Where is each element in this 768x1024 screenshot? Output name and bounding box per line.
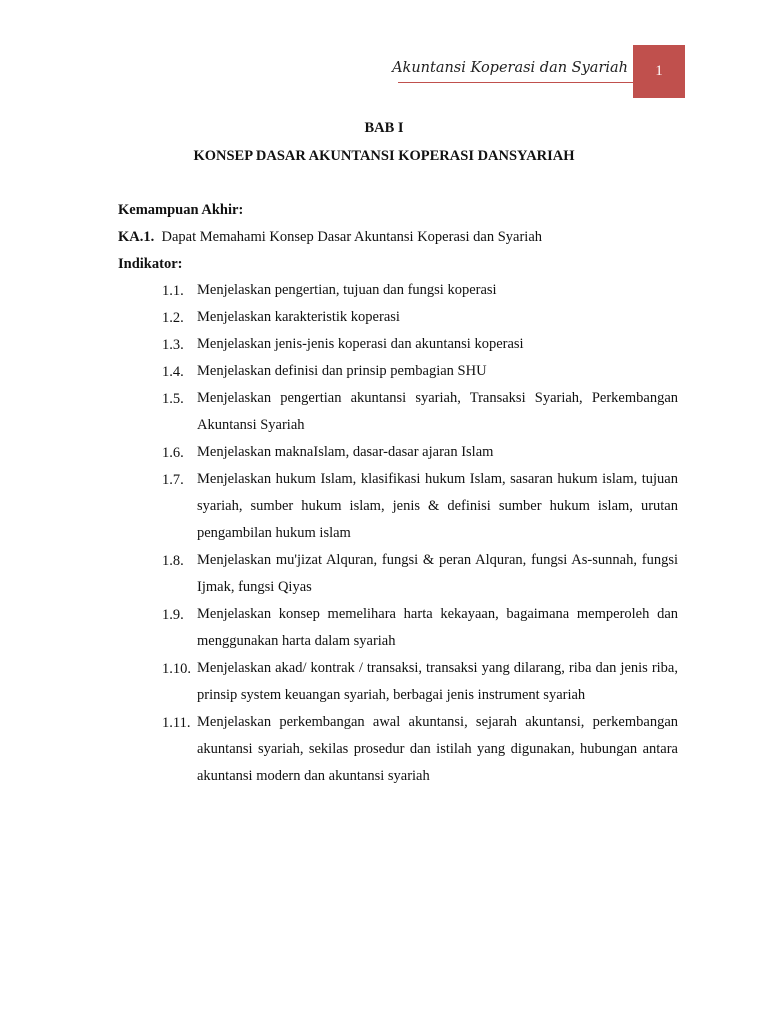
item-number: 1.8.	[162, 553, 184, 569]
chapter-label: BAB I	[364, 120, 404, 136]
header-rule	[398, 82, 634, 83]
running-header-title: Akuntansi Koperasi dan Syariah	[392, 60, 628, 76]
item-text: Menjelaskan konsep memelihara harta kekayaan, bagaimana memperoleh dan menggunakan harta dalam syariah	[197, 606, 678, 649]
item-text: Menjelaskan mu'jizat Alquran, fungsi & peran Alquran, fungsi As-sunnah, fungsi Ijmak, fungsi Qiyas	[197, 552, 678, 595]
item-text: Menjelaskan pengertian, tujuan dan fungsi koperasi	[197, 282, 497, 298]
item-text: Menjelaskan perkembangan awal akuntansi, sejarah akuntansi, perkembangan akuntansi syariah, sekilas prosedur dan istilah yang digunakan, hubungan antara akuntansi modern dan akuntansi syariah	[197, 714, 678, 784]
item-number: 1.9.	[162, 607, 184, 623]
item-number: 1.2.	[162, 310, 184, 326]
item-number: 1.4.	[162, 364, 184, 380]
item-text: Menjelaskan pengertian akuntansi syariah, Transaksi Syariah, Perkembangan Akuntansi Syariah	[197, 390, 678, 433]
item-number: 1.6.	[162, 445, 184, 461]
ability-heading: Kemampuan Akhir:	[118, 202, 244, 218]
indicator-heading: Indikator:	[118, 256, 183, 272]
item-text: Menjelaskan akad/ kontrak / transaksi, transaksi yang dilarang, riba dan jenis riba, prinsip system keuangan syariah, berbagai jenis instrument syariah	[197, 660, 678, 703]
item-text: Menjelaskan definisi dan prinsip pembagian SHU	[197, 363, 487, 379]
ability-text: Dapat Memahami Konsep Dasar Akuntansi Koperasi dan Syariah	[161, 229, 543, 245]
ability-code: KA.1.	[118, 229, 155, 245]
item-number: 1.11.	[162, 715, 191, 731]
item-text: Menjelaskan maknaIslam, dasar-dasar ajaran Islam	[197, 444, 494, 460]
item-number: 1.7.	[162, 472, 184, 488]
item-number: 1.5.	[162, 391, 184, 407]
item-number: 1.10.	[162, 661, 191, 677]
ability-line	[118, 229, 542, 246]
item-text: Menjelaskan hukum Islam, klasifikasi hukum Islam, sasaran hukum islam, tujuan syariah, sumber hukum islam, jenis & definisi sumber hukum islam, urutan pengambilan hukum islam	[197, 471, 678, 541]
item-text: Menjelaskan karakteristik koperasi	[197, 309, 400, 325]
item-number: 1.1.	[162, 283, 184, 299]
item-text: Menjelaskan jenis-jenis koperasi dan akuntansi koperasi	[197, 336, 524, 352]
chapter-title: KONSEP DASAR AKUNTANSI KOPERASI DANSYARIAH	[193, 148, 575, 164]
item-number: 1.3.	[162, 337, 184, 353]
page-number-badge: 1	[633, 45, 685, 98]
